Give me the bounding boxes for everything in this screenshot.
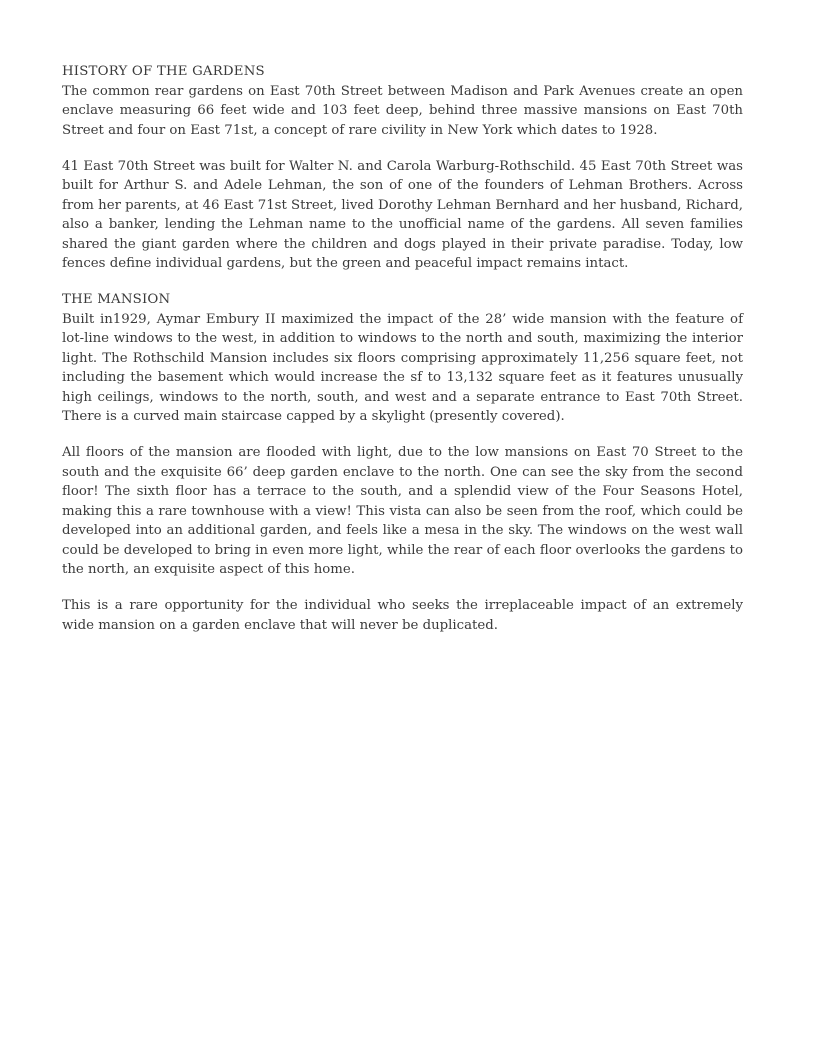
section-heading: THE MANSION [62, 292, 171, 307]
paragraph: The common rear gardens on East 70th Street between Madison and Park Avenues create an open enclave measuring 66 feet wide and 103 feet deep, behind three massive mansions on East 70th Street and four on East 71st, a concept of rare civility in New York which dates to 1928. [62, 83, 743, 138]
paragraph-gap [62, 140, 743, 157]
paragraph-gap [62, 427, 743, 444]
paragraph: This is a rare opportunity for the individual who seeks the irreplaceable impact of an extremely wide mansion on a garden enclave that will never be duplicated. [62, 598, 743, 633]
section-history [62, 62, 743, 274]
paragraph: Built in1929, Aymar Embury II maximized the impact of the 28’ wide mansion with the feature of lot-line windows to the west, in addition to windows to the north and south, maximizing the interior light. The Rothschild Mansion includes six floors comprising approximately 11,256 square feet, not including the basement which would increase the sf to 13,132 square feet as it features unusually high ceilings, windows to the north, south, and west and a separate entrance to East 70th Street. There is a curved main staircase capped by a skylight (presently covered). [62, 311, 743, 424]
section-mansion [62, 290, 743, 635]
paragraph: 41 East 70th Street was built for Walter N. and Carola Warburg-Rothschild. 45 East 70th Street was built for Arthur S. and Adele Lehman, the son of one of the founders of Lehman Brothers. Across from her parents, at 46 East 71st Street, lived Dorothy Lehman Bernhard and her husband, Richard, also a banker, lending the Lehman name to the unofficial name of the gardens. All seven families shared the giant garden where the children and dogs played in their private paradise. Today, low fences define individual gardens, but the green and peaceful impact remains intact. [62, 158, 743, 271]
paragraph-gap [62, 580, 743, 597]
document-page [62, 62, 743, 635]
section-gap [62, 274, 743, 291]
paragraph: All floors of the mansion are flooded with light, due to the low mansions on East 70 Street to the south and the exquisite 66’ deep garden enclave to the north. One can see the sky from the second floor! The sixth floor has a terrace to the south, and a splendid view of the Four Seasons Hotel, making this a rare townhouse with a view! This vista can also be seen from the roof, which could be developed into an additional garden, and feels like a mesa in the sky. The windows on the west wall could be developed to bring in even more light, while the rear of each floor overlooks the gardens to the north, an exquisite aspect of this home. [62, 445, 743, 577]
section-heading: HISTORY OF THE GARDENS [62, 64, 265, 79]
